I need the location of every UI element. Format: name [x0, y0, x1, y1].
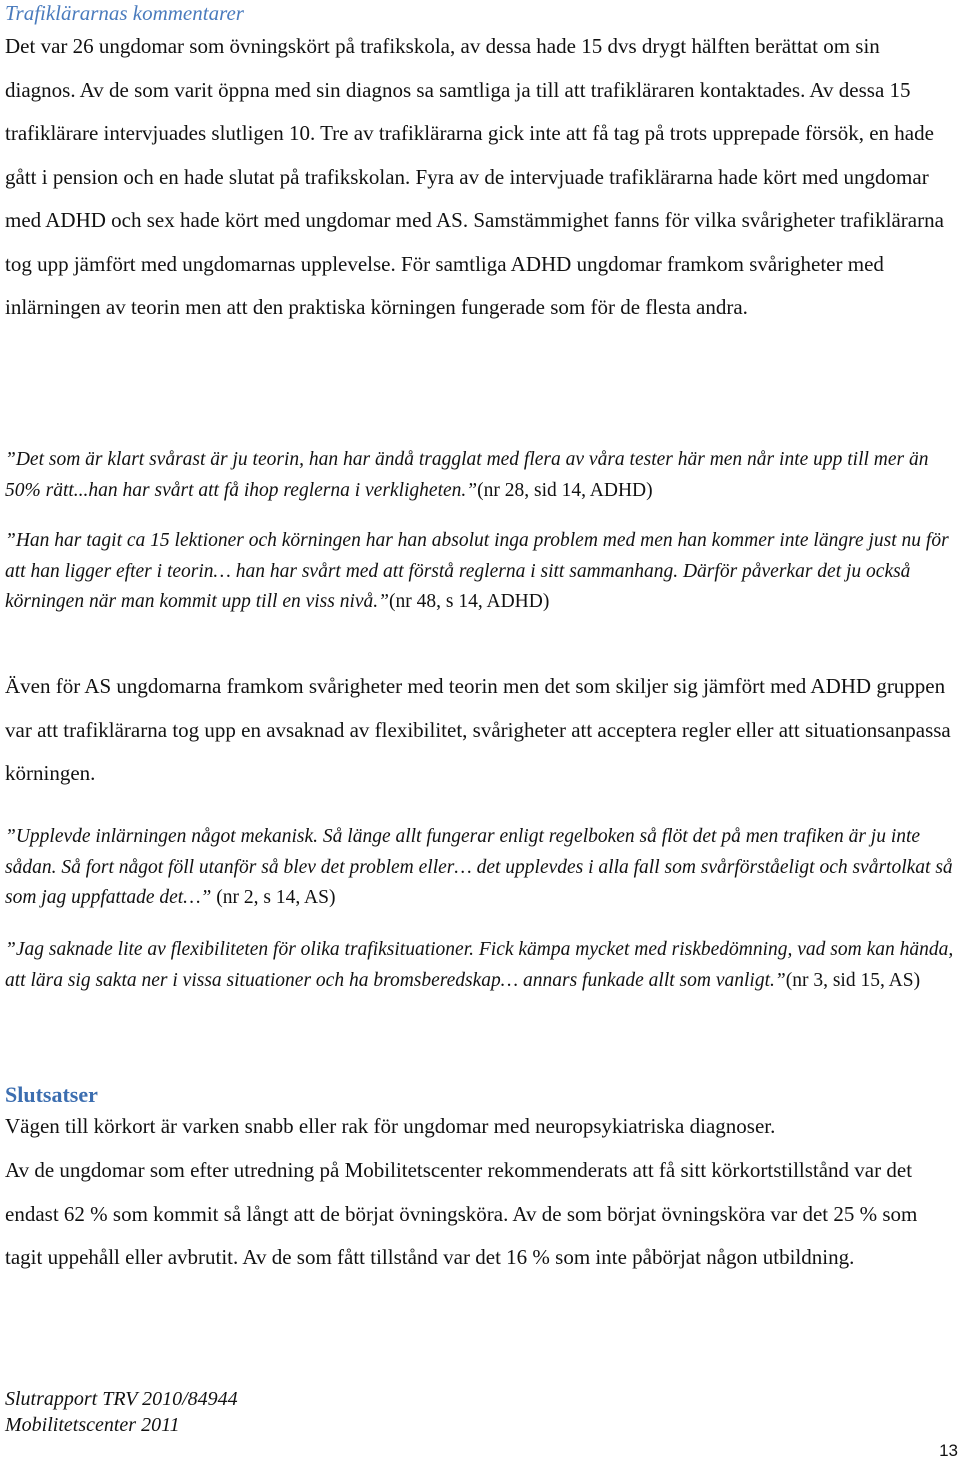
page-number: 13: [939, 1441, 958, 1460]
body-paragraph-conclusion-2: Av de ungdomar som efter utredning på Mobilitetscenter rekommenderats att få sitt körkortstillstånd var det endast 62 % som kommit så långt att de börjat övningsköra. Av de som börjat övningsköra var det 25 % som tagit uppehåll eller avbrutit. Av de som fått tillstånd var det 16 % som inte påbörjat någon utbildning.: [5, 1158, 918, 1269]
quote-4: [5, 935, 955, 996]
section-heading-trafiklararnas-kommentarer: Trafiklärarnas kommentarer: [5, 1, 244, 25]
quote-4-text: ”Jag saknade lite av flexibiliteten för olika trafiksituationer. Fick kämpa mycket med riskbedömning, vad som kan hända, att lära sig sakta ner i vissa situationer och ha bromsberedskap… annars funkade allt som vanligt.”: [5, 939, 954, 991]
quote-1: [5, 445, 955, 506]
quote-2: [5, 526, 955, 618]
section-heading-slutsatser: Slutsatser: [5, 1082, 98, 1107]
quote-1-reference: (nr 28, sid 14, ADHD): [477, 479, 653, 501]
quote-4-reference: (nr 3, sid 15, AS): [785, 969, 921, 991]
quote-3: [5, 822, 955, 914]
quote-2-reference: (nr 48, s 14, ADHD): [389, 591, 550, 612]
quote-3-reference: (nr 2, s 14, AS): [211, 887, 336, 908]
quote-3-text: ”Upplevde inlärningen något mekanisk. Så länge allt fungerar enligt regelboken så flöt det på men trafiken är ju inte sådan. Så fort något föll utanför så blev det problem eller… det upplevdes i alla fall som svårförståeligt och svårtolkat så som jag uppfattade det…”: [5, 826, 953, 908]
body-paragraph-as: Även för AS ungdomarna framkom svårigheter med teorin men det som skiljer sig jämfört med ADHD gruppen var att trafiklärarna tog upp en avsaknad av flexibilitet, svårigheter att acceptera regler eller att situationsanpassa körningen.: [5, 674, 951, 785]
footer-report-id: Slutrapport TRV 2010/84944: [5, 1388, 238, 1410]
footer-organization: Mobilitetscenter 2011: [5, 1414, 180, 1436]
quote-2-text: ”Han har tagit ca 15 lektioner och körningen har han absolut inga problem med men han kommer inte längre just nu för att han ligger efter i teorin… han har svårt med att förstå reglerna i sitt sammanhang. Därför påverkar det ju också körningen när man kommit upp till en viss nivå.”: [5, 530, 949, 612]
quote-1-text: ”Det som är klart svårast är ju teorin, han har ändå tragglat med flera av våra tester här men når inte upp till mer än 50% rätt...han har svårt att få ihop reglerna i verkligheten.”: [5, 449, 929, 501]
body-paragraph-conclusion-1: Vägen till körkort är varken snabb eller rak för ungdomar med neuropsykiatriska diagnoser.: [5, 1114, 776, 1138]
body-paragraph-intro: Det var 26 ungdomar som övningskört på trafikskola, av dessa hade 15 dvs drygt hälften berättat om sin diagnos. Av de som varit öppna med sin diagnos sa samtliga ja till att trafikläraren kontaktades. Av dessa 15 trafiklärare intervjuades slutligen 10. Tre av trafiklärarna gick inte att få tag på trots upprepade försök, en hade gått i pension och en hade slutat på trafikskolan. Fyra av de intervjuade trafiklärarna hade kört med ungdomar med ADHD och sex hade kört med ungdomar med AS. Samstämmighet fanns för vilka svårigheter trafiklärarna tog upp jämfört med ungdomarnas upplevelse. För samtliga ADHD ungdomar framkom svårigheter med inlärningen av teorin men att den praktiska körningen fungerade som för de flesta andra.: [5, 34, 944, 319]
page-footer: [5, 1386, 238, 1438]
